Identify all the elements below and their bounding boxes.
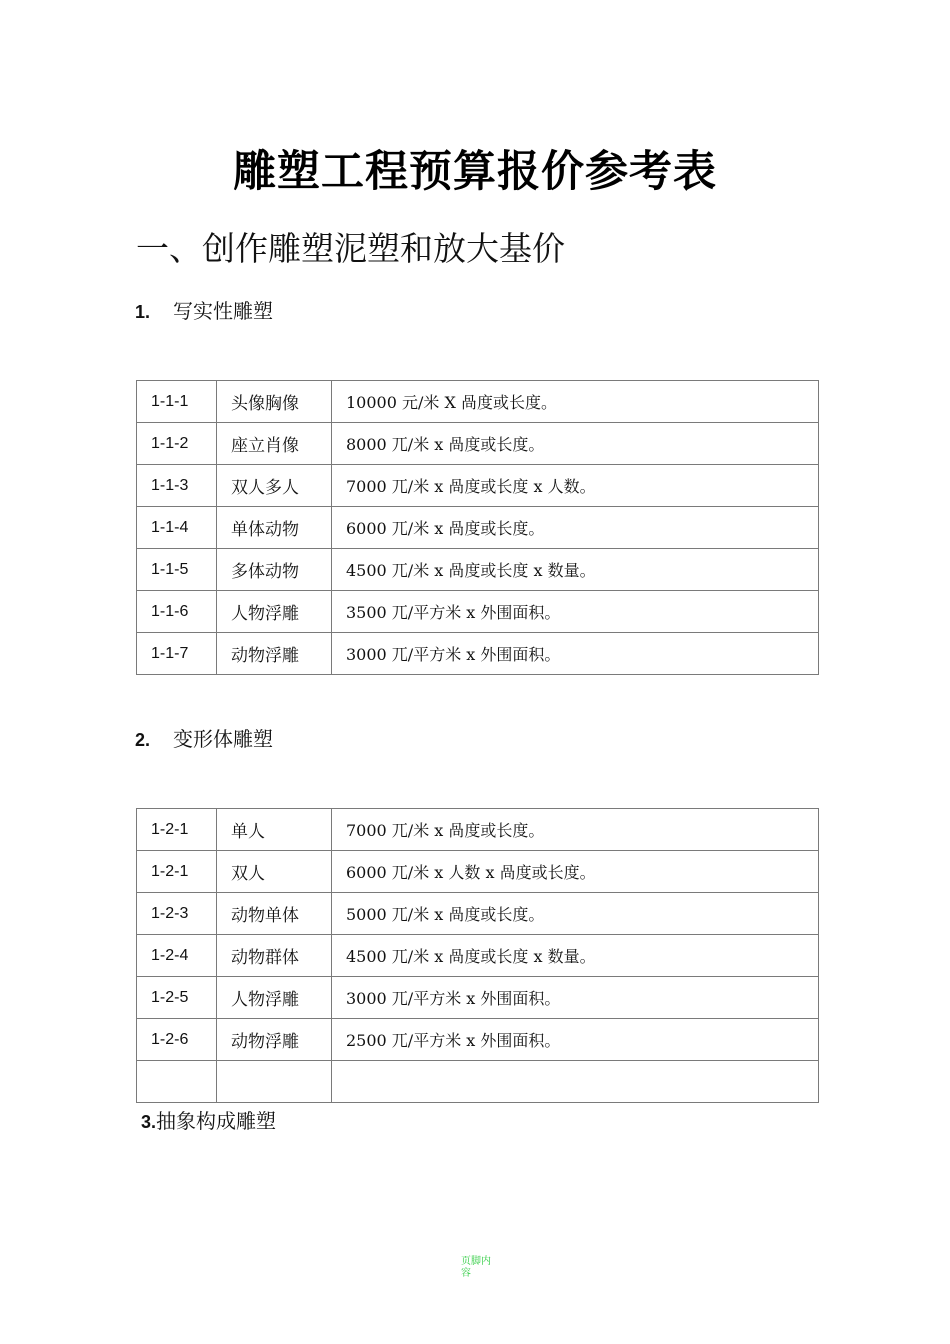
item-name: 单体动物 [217, 507, 332, 549]
item-code: 1-1-1 [137, 381, 217, 423]
item-code: 1-2-3 [137, 893, 217, 935]
item-code: 1-1-5 [137, 549, 217, 591]
table-row [137, 893, 819, 935]
item-price: 5000 兀/米 x 咼度或长度。 [332, 893, 819, 935]
table-row [137, 1019, 819, 1061]
page-footer: 页脚内容 [461, 1256, 491, 1279]
item-code: 1-2-1 [137, 809, 217, 851]
subsection-2-number: 2. [135, 730, 151, 750]
item-price: 7000 兀/米 x 咼度或长度 x 人数。 [332, 465, 819, 507]
item-name: 单人 [217, 809, 332, 851]
subsection-2-heading [135, 724, 273, 755]
item-code [137, 1061, 217, 1103]
subsection-1-number: 1. [135, 302, 151, 322]
subsection-1-heading [135, 296, 273, 327]
realistic-sculpture-price-table [136, 380, 819, 675]
item-price: 4500 兀/米 x 咼度或长度 x 数量。 [332, 549, 819, 591]
item-price: 2500 兀/平方米 x 外围面积。 [332, 1019, 819, 1061]
item-name: 动物单体 [217, 893, 332, 935]
table-row [137, 977, 819, 1019]
subsection-3-heading [141, 1106, 276, 1137]
item-code: 1-2-5 [137, 977, 217, 1019]
item-price: 10000 元/米 X 咼度或长度。 [332, 381, 819, 423]
document-title: 雕塑工程预算报价参考表 [233, 147, 717, 197]
item-price: 6000 兀/米 x 人数 x 咼度或长度。 [332, 851, 819, 893]
item-code: 1-2-6 [137, 1019, 217, 1061]
table-row [137, 507, 819, 549]
item-code: 1-1-6 [137, 591, 217, 633]
table-row-empty [137, 1061, 819, 1103]
item-code: 1-1-4 [137, 507, 217, 549]
item-name: 头像胸像 [217, 381, 332, 423]
item-price: 6000 兀/米 x 咼度或长度。 [332, 507, 819, 549]
table-row [137, 633, 819, 675]
table-row [137, 591, 819, 633]
table-row [137, 423, 819, 465]
item-name: 人物浮雕 [217, 591, 332, 633]
item-price: 3000 兀/平方米 x 外围面积。 [332, 977, 819, 1019]
item-name: 双人 [217, 851, 332, 893]
item-name: 人物浮雕 [217, 977, 332, 1019]
item-price: 3000 兀/平方米 x 外围面积。 [332, 633, 819, 675]
subsection-3-number: 3. [141, 1112, 157, 1132]
item-name: 动物群体 [217, 935, 332, 977]
table-row [137, 809, 819, 851]
item-name: 多体动物 [217, 549, 332, 591]
item-name: 动物浮雕 [217, 633, 332, 675]
item-code: 1-1-3 [137, 465, 217, 507]
item-code: 1-2-4 [137, 935, 217, 977]
table-row [137, 465, 819, 507]
table-row [137, 851, 819, 893]
table-row [137, 549, 819, 591]
item-code: 1-2-1 [137, 851, 217, 893]
item-name: 动物浮雕 [217, 1019, 332, 1061]
item-price: 3500 兀/平方米 x 外围面积。 [332, 591, 819, 633]
item-price [332, 1061, 819, 1103]
subsection-1-label: 写实性雕塑 [173, 299, 273, 323]
subsection-2-label: 变形体雕塑 [173, 727, 273, 751]
item-price: 7000 兀/米 x 咼度或长度。 [332, 809, 819, 851]
item-name [217, 1061, 332, 1103]
item-code: 1-1-2 [137, 423, 217, 465]
item-price: 8000 兀/米 x 咼度或长度。 [332, 423, 819, 465]
section-heading: 一、创作雕塑泥塑和放大基价 [136, 229, 565, 268]
table-row [137, 935, 819, 977]
item-price: 4500 兀/米 x 咼度或长度 x 数量。 [332, 935, 819, 977]
deformed-sculpture-price-table [136, 808, 819, 1103]
item-name: 双人多人 [217, 465, 332, 507]
subsection-3-label: 抽象构成雕塑 [156, 1109, 277, 1133]
item-name: 座立肖像 [217, 423, 332, 465]
item-code: 1-1-7 [137, 633, 217, 675]
table-row [137, 381, 819, 423]
